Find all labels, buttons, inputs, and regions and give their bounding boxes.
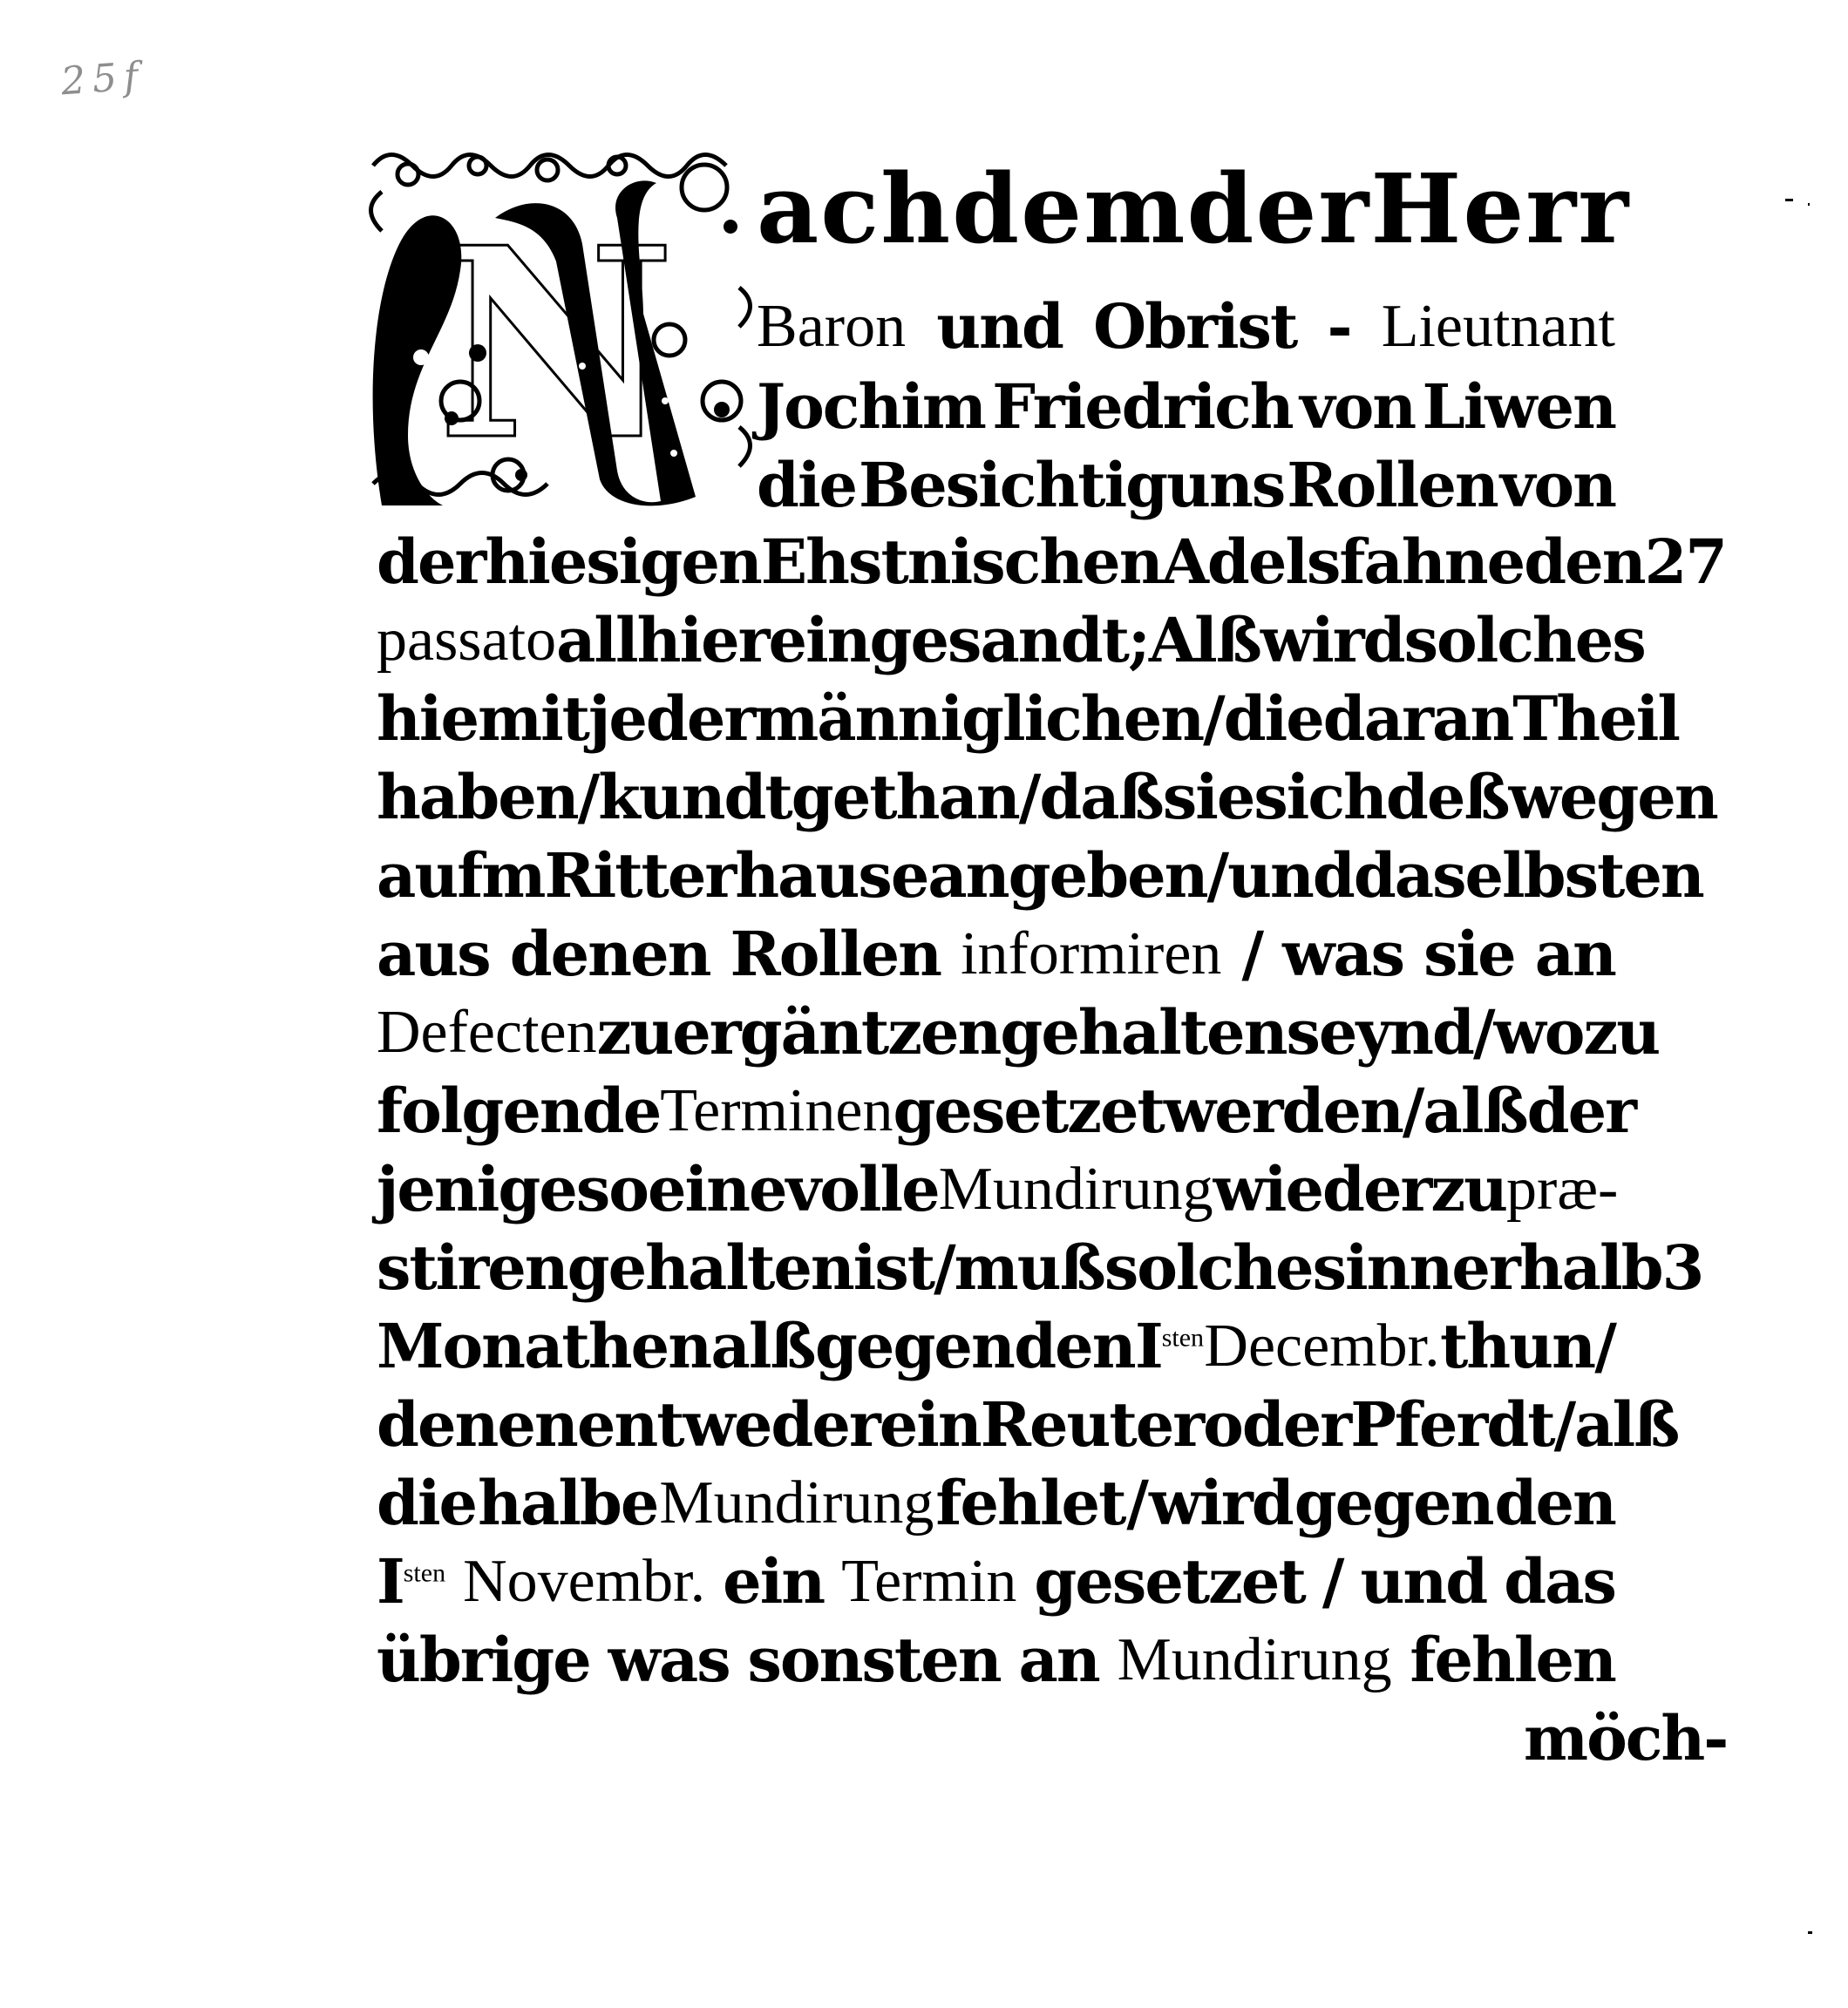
word: Reuter <box>980 1388 1204 1461</box>
text-line <box>377 604 1645 676</box>
word: wieder <box>1213 1153 1431 1225</box>
text-line <box>757 449 1615 521</box>
text-line <box>377 839 1703 912</box>
word: Pferdt <box>1350 1388 1554 1461</box>
word: Decembr. <box>1204 1313 1440 1380</box>
word: ist <box>853 1231 934 1304</box>
word: jenige <box>377 1153 576 1225</box>
word: der <box>1186 153 1371 265</box>
word: angeben <box>927 839 1207 912</box>
word: Ritterhause <box>544 839 928 912</box>
word: $I^{sten}$ <box>1134 1310 1205 1382</box>
word: hiesigen <box>485 526 761 598</box>
word: folgende <box>377 1075 661 1147</box>
word: seynd <box>1286 996 1473 1068</box>
word: alß <box>1423 1075 1527 1147</box>
word: das <box>1504 1545 1615 1618</box>
word: Ehstnischen <box>760 526 1162 598</box>
word: gethan <box>791 761 1019 833</box>
word: muß <box>954 1231 1104 1304</box>
text-line <box>377 1624 1615 1696</box>
word: entweder <box>576 1388 880 1461</box>
word: oder <box>1203 1388 1351 1461</box>
word: Mundirung <box>938 1156 1213 1223</box>
word: von <box>1499 449 1615 521</box>
text-line <box>377 1545 1615 1618</box>
word: aufm <box>377 839 545 912</box>
word: wird <box>1260 604 1404 676</box>
text-line <box>377 1310 1615 1382</box>
text-line <box>377 1231 1703 1304</box>
word: an <box>1018 1624 1099 1696</box>
word: / <box>1126 1467 1147 1539</box>
text-line <box>377 761 1717 833</box>
word: thun <box>1439 1310 1594 1382</box>
word: fehlet <box>935 1467 1125 1539</box>
word: eingesandt; <box>768 604 1149 676</box>
word: / <box>1203 682 1224 755</box>
word: zu <box>596 996 673 1068</box>
text-line <box>377 1388 1679 1461</box>
margin-note: 25f <box>59 53 146 105</box>
word: werden <box>1163 1075 1403 1147</box>
word: allhier <box>556 604 769 676</box>
word: Novembr. <box>463 1548 706 1615</box>
text-line <box>377 1467 1615 1539</box>
margin-speck <box>1808 203 1810 206</box>
word: was <box>1282 918 1404 990</box>
word: solches <box>1104 1231 1345 1304</box>
word: innerhalb <box>1344 1231 1662 1304</box>
word: / <box>1402 1075 1423 1147</box>
word: Defecten <box>377 999 597 1066</box>
word: aus <box>377 918 490 990</box>
word: Obrist <box>1093 290 1297 363</box>
word: eine <box>647 1153 786 1225</box>
word: Baron <box>757 293 907 360</box>
word: kundt <box>598 761 792 833</box>
word: und <box>1227 839 1354 912</box>
text-line <box>377 526 1727 598</box>
word: jedermänniglichen <box>588 682 1204 755</box>
word: Mundirung <box>659 1469 934 1537</box>
word: und <box>936 290 1063 363</box>
word: Monathen <box>377 1310 711 1382</box>
word: fehlen <box>1410 1624 1615 1696</box>
word: Lieutnant <box>1381 293 1615 360</box>
word: gesetzet <box>1034 1545 1305 1618</box>
word: die <box>377 1467 477 1539</box>
margin-speck <box>1785 199 1793 201</box>
word: stiren <box>377 1231 567 1304</box>
text-line <box>377 1153 1619 1225</box>
word: volle <box>785 1153 939 1225</box>
word: wozu <box>1493 996 1660 1068</box>
word: Friedrich <box>992 370 1293 443</box>
word: sie <box>1162 761 1254 833</box>
word: 27 <box>1644 526 1727 598</box>
text-line <box>757 290 1615 363</box>
word: und <box>1360 1545 1487 1618</box>
word: Jochim <box>757 370 985 443</box>
word: Theil <box>1512 682 1679 755</box>
word: 3 <box>1661 1231 1703 1304</box>
word: præ- <box>1506 1156 1619 1223</box>
word: den <box>1524 526 1645 598</box>
word: so <box>575 1153 648 1225</box>
word: / <box>1206 839 1228 912</box>
catchword: möch- <box>1524 1702 1728 1774</box>
word: halbe <box>478 1467 658 1539</box>
word: ergäntzen <box>672 996 1001 1068</box>
word: / <box>1472 996 1494 1068</box>
word: zu <box>1430 1153 1507 1225</box>
word: daß <box>1039 761 1163 833</box>
word: $I^{sten}$ <box>377 1545 446 1618</box>
word: / <box>1553 1388 1575 1461</box>
word: gehalten <box>1000 996 1287 1068</box>
word: den <box>1014 1310 1135 1382</box>
margin-speck <box>1808 1931 1812 1934</box>
word: Liwen <box>1422 370 1615 443</box>
word: haben <box>377 761 578 833</box>
word: alß <box>1574 1388 1679 1461</box>
ordinal-suffix: sten <box>403 1558 446 1588</box>
word: Terminen <box>660 1077 893 1144</box>
text-line <box>757 370 1615 443</box>
text-line <box>377 996 1660 1068</box>
word: / <box>1594 1310 1615 1382</box>
word: achdem <box>757 153 1187 265</box>
word: Herr <box>1370 153 1631 265</box>
word: denen <box>509 918 710 990</box>
word: / <box>1321 1545 1343 1618</box>
word: wird <box>1149 1467 1293 1539</box>
word: Alß <box>1148 604 1260 676</box>
ornament-icon <box>356 139 765 514</box>
word: Mundirung <box>1117 1626 1392 1693</box>
word: denen <box>377 1388 577 1461</box>
word: deßwegen <box>1385 761 1717 833</box>
text-line <box>757 153 1631 265</box>
word: Besichtiguns <box>859 449 1285 521</box>
text-line <box>377 918 1615 990</box>
word: informiren <box>961 920 1222 987</box>
word: gegen <box>1294 1467 1493 1539</box>
text-line <box>377 682 1679 755</box>
word: / <box>1018 761 1040 833</box>
word: ein <box>879 1388 981 1461</box>
word: daselbsten <box>1353 839 1703 912</box>
word: alß <box>710 1310 815 1382</box>
word: sonsten <box>747 1624 1001 1696</box>
decorated-initial-n <box>356 139 765 514</box>
word: die <box>1223 682 1323 755</box>
word: Rollen <box>730 918 941 990</box>
word: gehalten <box>567 1231 853 1304</box>
word: - <box>1327 290 1351 363</box>
word: ein <box>723 1545 825 1618</box>
svg-text:N: N <box>436 190 676 498</box>
word: Adelsfahne <box>1161 526 1525 598</box>
word: gegen <box>814 1310 1014 1382</box>
word: der <box>377 526 486 598</box>
word: Termin <box>841 1548 1017 1615</box>
word: / <box>934 1231 955 1304</box>
word: solches <box>1403 604 1645 676</box>
word: hiemit <box>377 682 589 755</box>
word: / <box>1241 918 1263 990</box>
word: gesetzet <box>893 1075 1164 1147</box>
text-line <box>377 1075 1636 1147</box>
word: Rollen <box>1287 449 1498 521</box>
word: an <box>1534 918 1615 990</box>
word: den <box>1494 1467 1615 1539</box>
word: der <box>1526 1075 1636 1147</box>
word: übrige <box>377 1624 590 1696</box>
word: sich <box>1254 761 1386 833</box>
word: sie <box>1423 918 1515 990</box>
word: von <box>1299 370 1416 443</box>
ordinal-suffix: sten <box>1161 1323 1205 1353</box>
word: passato <box>377 607 557 674</box>
word: was <box>608 1624 730 1696</box>
word: / <box>577 761 599 833</box>
word: die <box>757 449 857 521</box>
word: daran <box>1322 682 1513 755</box>
